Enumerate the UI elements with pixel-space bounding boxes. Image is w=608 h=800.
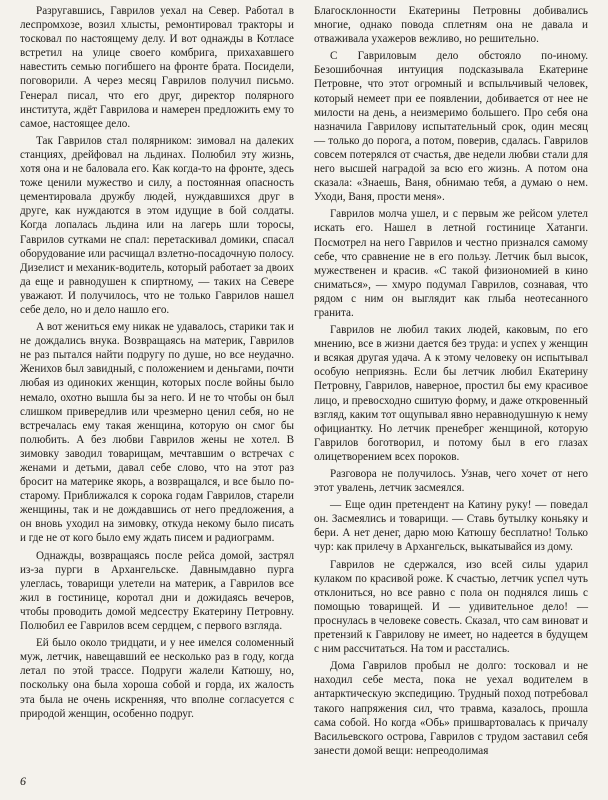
paragraph: Дома Гаврилов пробыл не долго: тосковал и не находил себе места, пока не уехал водителем в антарктическую экспедицию. Трудный поход потребовал такого напряжения сил, что травма, казалось, прошла сама собой. Но когда «Обь» пришвартовалась к причалу Васильевского острова, Гаврилов с трудом заставил себя занести домой вещи: непреодолимая bbox=[314, 660, 588, 757]
paragraph: Ей было около тридцати, и у нее имелся соломенный муж, летчик, навещавший ее несколько раз в году, когда летал по этой трассе. Подруги жалели Катюшу, но, поскольку она была хороша собой и горда, их жалость эта была не очень искренняя, что вполне согласуется с природой женщин, особенно подруг. bbox=[20, 637, 294, 720]
paragraph: Гаврилов молча ушел, и с первым же рейсом улетел искать его. Нашел в летной гостинице Хатанги. Посмотрел на него Гаврилов и честно признался самому себе, что сравнение не в его пользу. Летчик был высок, мужественен и красив. «С такой физиономией в кино сниматься», — хмуро подумал Гаврилов, сознавая, что рядом с ним он выглядит как глыба неотесанного гранита. bbox=[314, 208, 588, 319]
paragraph: Разругавшись, Гаврилов уехал на Север. Работал в леспромхозе, возил хлысты, ремонтировал тракторы и тосковал по настоящему делу. И вот однажды в Котласе встретил на улице своего комбрига, прихахавшего навестить семью погибшего на фронте брата. Посидели, поговорили. А через месяц Гаврилов получил письмо. Генерал писал, что его друг, директор полярного института, ждёт Гаврилова и намерен предложить ему то самое, настоящее дело. bbox=[20, 5, 294, 130]
paragraph: Гаврилов не любил таких людей, каковым, по его мнению, все в жизни дается без труда: и успех у женщин и всякая другая удача. А к этому человеку он испытывал особую неприязнь. Если бы летчик любил Екатерину Петровну, Гаврилов, наверное, простил бы ему красивое лицо, и превосходно сшитую форму, и даже откровенный взгляд, каким тот ощупывал явно неравнодушную к нему официантку. Но летчик пренебрег женщиной, которую Гаврилов боготворил, и потому был в его глазах олицетворением всех пороков. bbox=[314, 324, 588, 463]
paragraph: Так Гаврилов стал полярником: зимовал на далеких станциях, дрейфовал на льдинах. Полюбил эту жизнь, хотя она и не баловала его. Как когда-то на фронте, здесь тоже ценили мужество и силу, а постоянная опасность цементировала дружбу людей, нуждавшихся друг в друге, как нуждаются в этом идущие в бой солдаты. Когда лопалась льдина или на лагерь шли торосы, Гаврилов сутками не спал: перетаскивал домики, спасал оборудование или расчищал взлетно-посадочную полосу. Дизелист и механик-водитель, который работает за двоих да еще и равнодушен к спиртному, — таких на Севере уважают. И получилось, что не только Гаврилов нашел себе дело, но и дело нашло его. bbox=[20, 134, 294, 316]
paragraph: Однажды, возвращаясь после рейса домой, застрял из-за пурги в Архангельске. Давнымдавно пурга улеглась, товарищи улетели на материк, а Гаврилов все жил в гостинице, коротал дни и дожидаясь вечеров, чтобы проводить домой медсестру Екатерину Петровну. Полюбил ее Гаврилов всем сердцем, с первого взгляда. bbox=[20, 549, 294, 633]
page-number: 6 bbox=[20, 774, 26, 788]
paragraph: Гаврилов не сдержался, изо всей силы ударил кулаком по красивой роже. К счастью, летчик успел чуть отклониться, но все равно с пола он поднялся лишь с помощью товарищей. И — удивительное дело! — проснулась в человеке совесть. Сказал, что сам виноват и претензий к Гаврилову не имеет, но надеется в будущем с ним рассчитаться. На том и расстались. bbox=[314, 558, 588, 656]
paragraph: — Еще один претендент на Катину руку! — поведал он. Засмеялись и товарищи. — Ставь бутылку коньяку и бери. А нет денег, дарю мою Катюшу бесплатно! Только чур: как прилечу в Архангельск, выкатывайся из дому. bbox=[314, 499, 588, 554]
right-column bbox=[314, 4, 588, 758]
paragraph: С Гавриловым дело обстояло по-иному. Безошибочная интуиция подсказывала Екатерине Петровне, что этот огромный и вспыльчивый человек, который немеет при ее появлении, добивается от нее не милости на день, а неизмеримо большего. Про себя она назначила Гаврилову испытательный срок, один месяц — только до порога, а потом, поверив, сдалась. Гаврилов совсем потерялся от счастья, две недели любви стали для него высшей наградой за всю его жизнь. А потом она сказала: «Знаешь, Ваня, обнимаю тебя, а думаю о нем. Уходи, Ваня, прости меня». bbox=[314, 50, 588, 204]
paragraph: Разговора не получилось. Узнав, чего хочет от него этот увалень, летчик засмеялся. bbox=[314, 468, 588, 495]
paragraph-continued: Благосклонности Екатерины Петровны добивались многие, однако повода сплетням она не давала и отваживала ухажеров вежливо, но решительно. bbox=[314, 5, 588, 46]
left-column bbox=[20, 4, 294, 721]
paragraph: А вот жениться ему никак не удавалось, старики так и не дождались внука. Возвращаясь на материк, Гаврилов не раз пытался найти подругу по душе, но все неудачно. Женихов был завидный, с положением и деньгами, почти любая из одиноких женщин, которых после войны было немало, охотно вышла бы за него. И не то чтобы он был слишком привередлив или чрезмерно ценил себя, но не встречалась ему такая женщина, которую он смог бы полюбить. А без любви Гаврилов жены не хотел. В зимовку заводил товарищам, мечтавшим о встречах с женами и детьми, давал себе слово, что на этот раз бросит на материке якорь, а возвращался, и все было по-старому. Приближался к сорока годам Гаврилов, старели женщины, так и не дождавшись от него предложения, а он вновь уходил на зимовку, откуда некому было писать и где не от кого было ему ждать писем и радиограмм. bbox=[20, 321, 295, 545]
